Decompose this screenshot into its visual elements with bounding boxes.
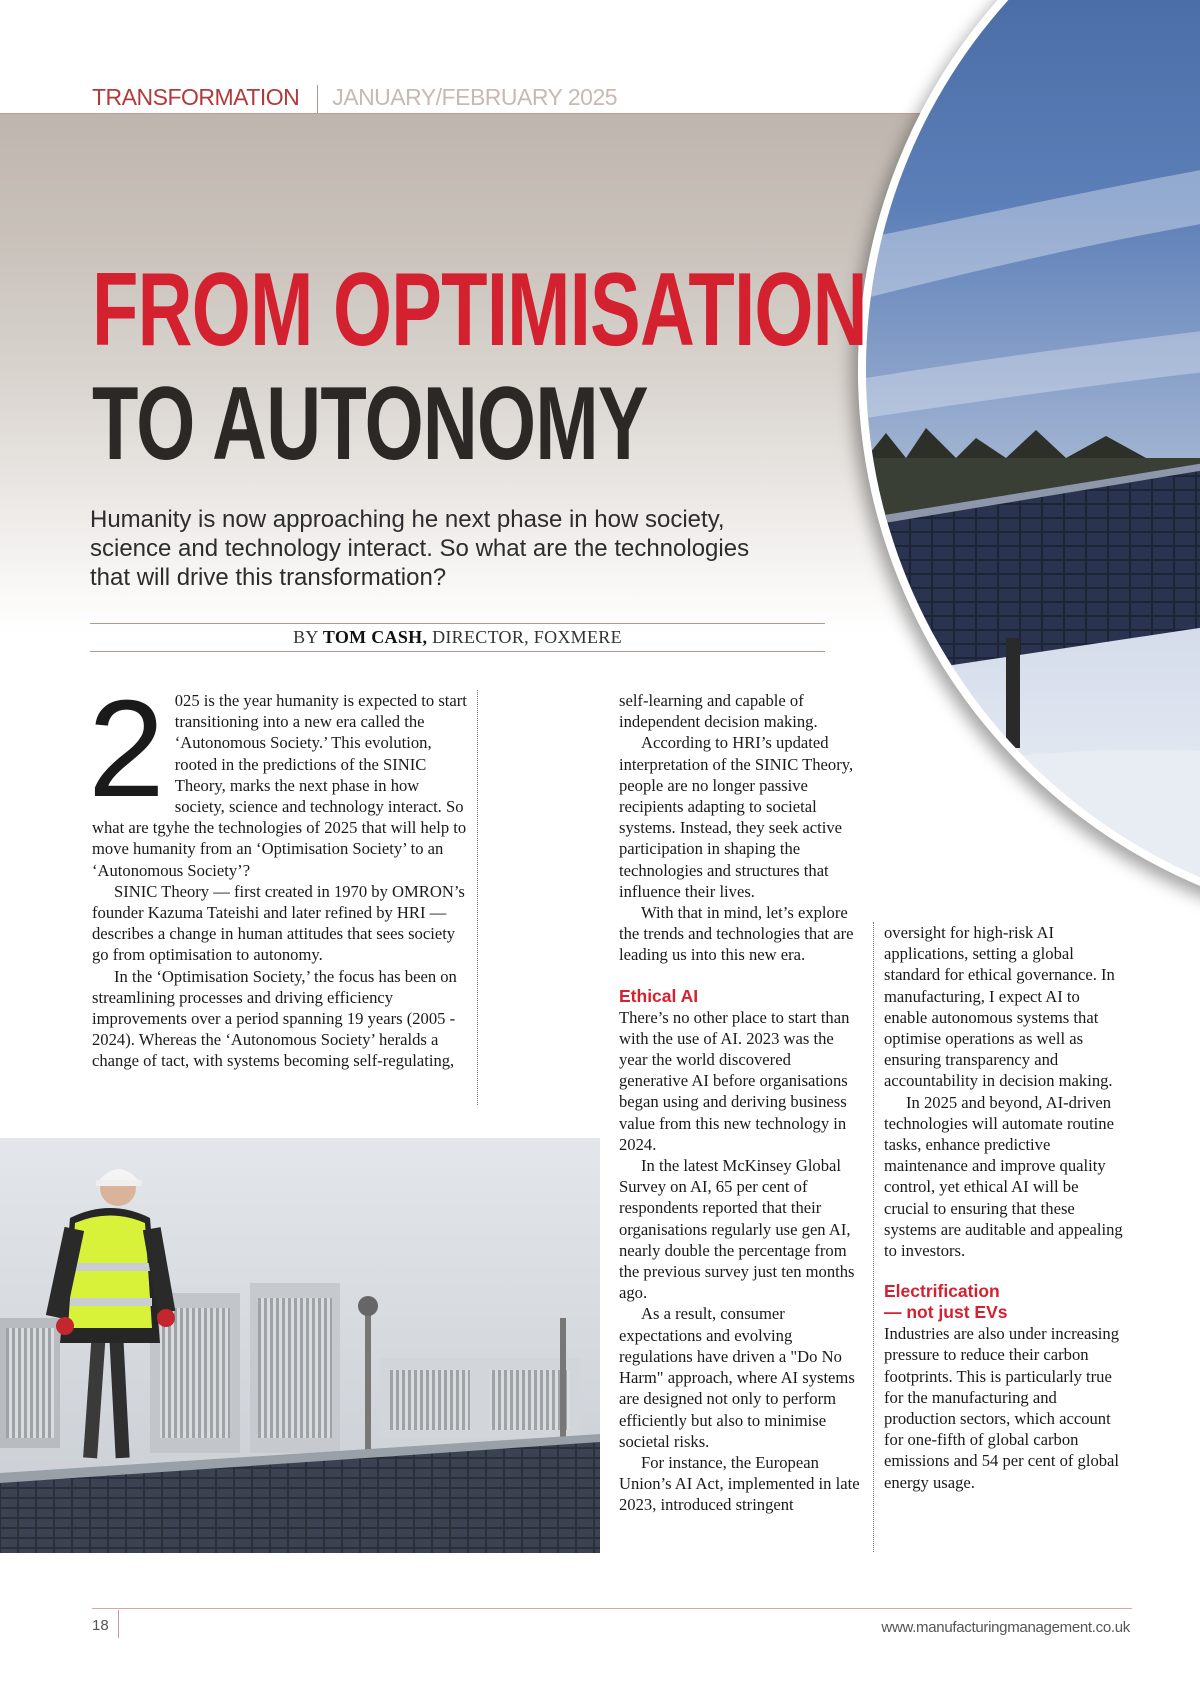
paragraph: With that in mind, let’s explore the trends and technologies that are leading us into this new era.	[619, 903, 854, 965]
footer-divider	[118, 1610, 119, 1638]
page-number: 18	[92, 1617, 109, 1634]
drop-cap: 2	[88, 672, 165, 826]
column-divider	[477, 690, 478, 1105]
paragraph: SINIC Theory — first created in 1970 by OMRON’s founder Kazuma Tateishi and later refined by HRI — describes a change in human attitudes that sees society go from optimisation to autonomy.	[92, 881, 465, 965]
footer-rule	[92, 1608, 1132, 1609]
standfirst: Humanity is now approaching he next phase in how society, science and technology interact. So what are the technologies that will drive this transformation?	[90, 506, 750, 591]
subheading-electrification	[884, 1281, 1126, 1323]
subheading-line-2: — not just EVs	[884, 1302, 1008, 1323]
issue-date: JANUARY/FEBRUARY 2025	[332, 84, 618, 110]
paragraph: For instance, the European Union’s AI Act, implemented in late 2023, introduced stringent	[619, 1452, 860, 1515]
paragraph: oversight for high-risk AI applications, setting a global standard for ethical governance. In manufacturing, I expect AI to enable autonomous systems that optimise operations as well as ensuring transparency and accountability in decision making.	[884, 923, 1115, 1091]
byline-role: DIRECTOR, FOXMERE	[432, 627, 622, 647]
solar-farm-photo	[858, 0, 1200, 930]
website-url: www.manufacturingmanagement.co.uk	[881, 1619, 1130, 1636]
paragraph: 025 is the year humanity is expected to start transitioning into a new era called the ‘Autonomous Society.’ This evolution, rooted in the predictions of the SINIC Theory, marks the next phase in how society, science and technology interact. So what are tgyhe the technologies of 2025 that will help to move humanity from an ‘Optimisation Society’ to an ‘Autonomous Society’?	[92, 691, 467, 880]
section-label: TRANSFORMATION	[92, 84, 300, 110]
paragraph: In the latest McKinsey Global Survey on AI, 65 per cent of respondents reported that their organisations regularly use gen AI, nearly double the percentage from the previous survey just ten months ago.	[619, 1156, 855, 1303]
running-head	[92, 84, 617, 113]
subheading-ethical-ai: Ethical AI	[619, 985, 699, 1006]
byline-top-rule	[90, 623, 825, 624]
paragraph: According to HRI’s updated interpretation of the SINIC Theory, people are no longer passive recipients adapting to societal systems. Instead, they seek active participation in shaping the technologies and structures that influence their lives.	[619, 733, 854, 901]
paragraph: In the ‘Optimisation Society,’ the focus has been on streamlining processes and driving efficiency improvements over a period spanning 19 years (2005 - 2024). Whereas the ‘Autonomous Society’ heralds a change of tact, with systems becoming self-regulating,	[92, 966, 457, 1071]
running-head-divider	[317, 85, 318, 113]
subheading-line-1: Electrification	[884, 1281, 1000, 1302]
paragraph: There’s no other place to start than with the use of AI. 2023 was the year the world discovered generative AI before organisations began using and deriving business value from this new technology in 2024.	[619, 1007, 850, 1154]
paragraph: self-learning and capable of independent decision making.	[619, 691, 818, 732]
byline-bottom-rule	[90, 651, 825, 652]
headline-line-1: FROM OPTIMISATION	[92, 252, 867, 368]
body-column-3	[884, 922, 1126, 1493]
header-rule	[0, 113, 1010, 114]
byline-prefix: BY	[293, 627, 319, 647]
body-column-2	[619, 690, 864, 1516]
rooftop-worker-photo	[0, 1138, 600, 1553]
column-divider	[873, 922, 874, 1552]
body-column-1	[88, 672, 470, 1072]
paragraph: Industries are also under increasing pressure to reduce their carbon footprints. This is particularly true for the manufacturing and production sectors, which account for one-fifth of global carbon emissions and 54 per cent of global energy usage.	[884, 1324, 1120, 1492]
byline-author: TOM CASH,	[322, 627, 428, 647]
byline	[90, 627, 825, 648]
paragraph: In 2025 and beyond, AI-driven technologies will automate routine tasks, enhance predictive maintenance and improve quality control, yet ethical AI will be crucial to ensuring that these systems are auditable and appealing to investors.	[884, 1092, 1123, 1261]
paragraph: As a result, consumer expectations and evolving regulations have driven a "Do No Harm" approach, where AI systems are designed not only to perform efficiently but also to minimise societal risks.	[619, 1304, 855, 1451]
headline-line-2: TO AUTONOMY	[92, 366, 648, 482]
